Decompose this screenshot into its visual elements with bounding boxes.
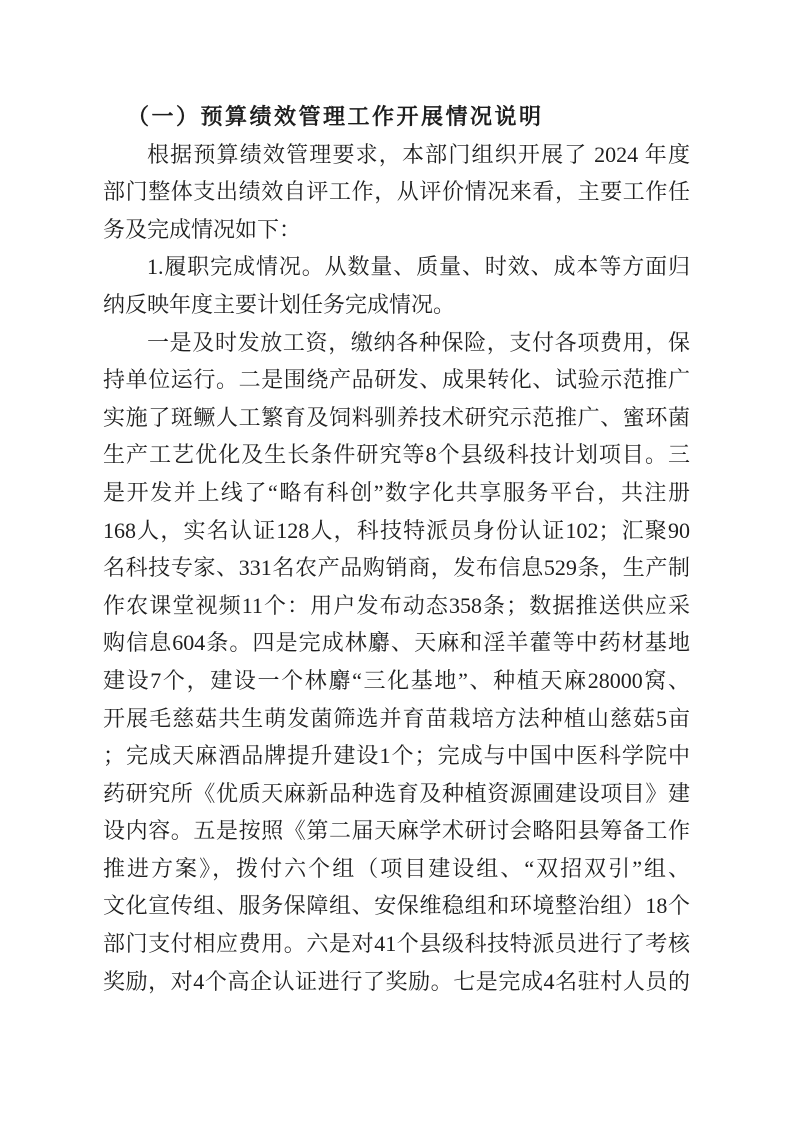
text-line: 一是及时发放工资，缴纳各种保险，支付各项费用，保 [147,329,690,355]
paragraph-container [103,136,690,1001]
text-line: 部门整体支出绩效自评工作，从评价情况来看，主要工作任 [103,179,690,205]
text-line: 建设7个，建设一个林麝“三化基地”、种植天麻28000窝、 [103,667,690,693]
text-line: 名科技专家、331名农产品购销商，发布信息529条，生产制 [103,555,690,581]
section-heading: （一）预算绩效管理工作开展情况说明 [127,104,544,129]
text-line: 纳反映年度主要计划任务完成情况。 [103,291,456,317]
text-line: 购信息604条。四是完成林麝、天麻和淫羊藿等中药材基地 [103,630,690,656]
document-body [103,98,690,1000]
text-line: 生产工艺优化及生长条件研究等8个县级科技计划项目。三 [103,442,690,468]
paragraph [103,136,690,249]
text-line: 药研究所《优质天麻新品种选育及种植资源圃建设项目》建 [103,780,690,806]
text-line: 根据预算绩效管理要求，本部门组织开展了 2024 年度 [147,141,690,167]
text-line: 务及完成情况如下： [103,216,302,242]
text-line: ；完成天麻酒品牌提升建设1个；完成与中国中医科学院中 [103,743,690,769]
text-line: 设内容。五是按照《第二届天麻学术研讨会略阳县筹备工作 [103,818,690,844]
text-line: 168人，实名认证128人，科技特派员身份认证102；汇聚90 [103,517,690,543]
text-line: 实施了斑鳜人工繁育及饲料驯养技术研究示范推广、蜜环菌 [103,404,690,430]
text-line: 持单位运行。二是围绕产品研发、成果转化、试验示范推广 [103,367,690,393]
text-line: 作农课堂视频11个：用户发布动态358条；数据推送供应采 [103,592,690,618]
text-line: 是开发并上线了“略有科创”数字化共享服务平台，共注册 [103,479,690,505]
text-line: 推进方案》，拨付六个组（项目建设组、“双招双引”组、 [103,855,690,881]
paragraph [103,324,690,1001]
text-line: 奖励，对4个高企认证进行了奖励。七是完成4名驻村人员的 [103,968,690,994]
text-line: 部门支付相应费用。六是对41个县级科技特派员进行了考核 [103,931,690,957]
paragraph [103,248,690,323]
text-line: 1.履职完成情况。从数量、质量、时效、成本等方面归 [147,254,690,280]
text-line: 开展毛慈菇共生萌发菌筛选并育苗栽培方法种植山慈菇5亩 [103,705,690,731]
text-line: 文化宣传组、服务保障组、安保维稳组和环境整治组）18个 [103,893,690,919]
